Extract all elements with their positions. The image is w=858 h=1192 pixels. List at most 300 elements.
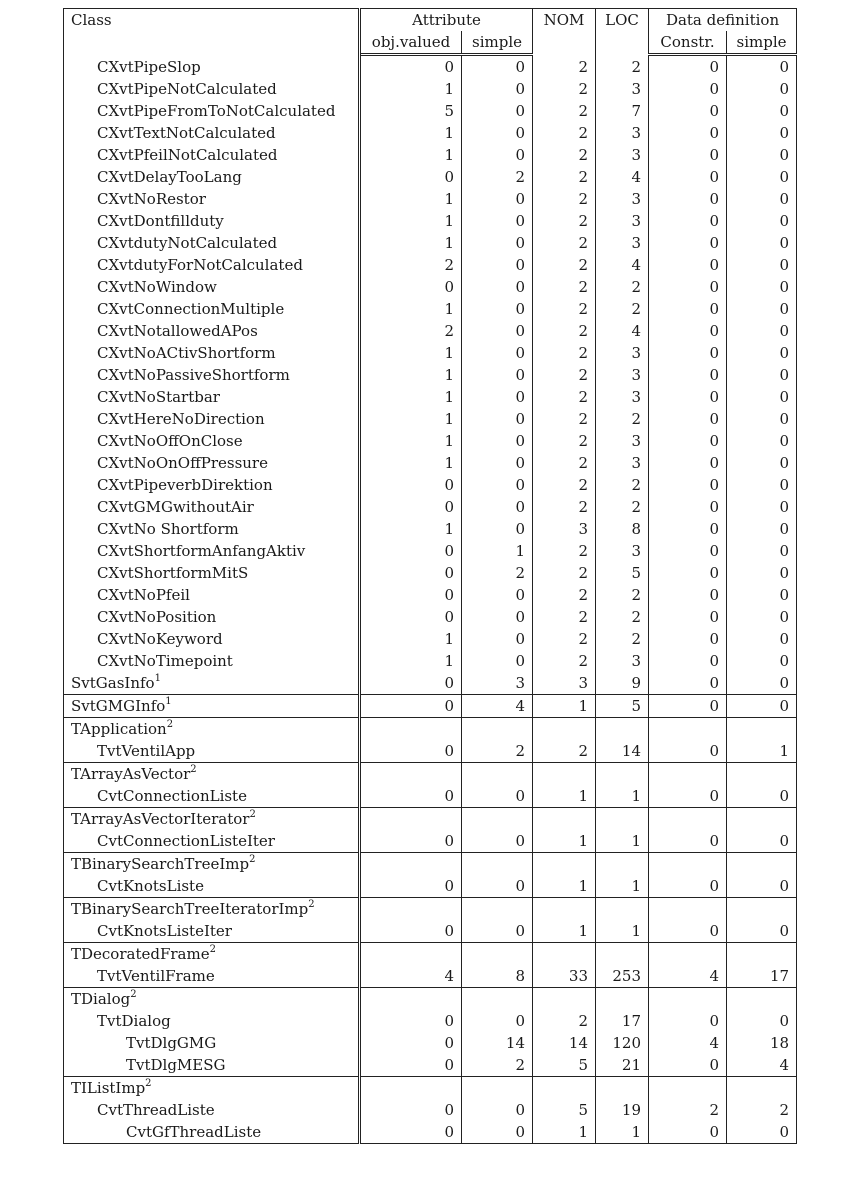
table-row [64,853,797,876]
loc-cell: 9 [596,672,649,695]
def-simple-cell: 0 [727,188,797,210]
class-name: CXvtGMGwithoutAir [97,498,254,516]
table-row [64,540,797,562]
def-simple-cell: 0 [727,144,797,166]
nom-cell: 2 [533,342,596,364]
table-row [64,695,797,718]
class-name-cell [64,55,360,79]
table-row [64,254,797,276]
nom-cell: 2 [533,540,596,562]
class-name: SvtGasInfo [71,674,155,692]
obj-valued-cell: 0 [360,55,462,79]
constr-cell: 2 [649,1099,727,1121]
constr-cell: 0 [649,78,727,100]
nom-cell [533,763,596,786]
attr-simple-cell: 0 [462,210,533,232]
nom-cell: 2 [533,740,596,763]
def-simple-cell: 0 [727,210,797,232]
nom-cell: 2 [533,408,596,430]
constr-cell: 0 [649,364,727,386]
attr-simple-cell: 0 [462,276,533,298]
obj-valued-cell: 1 [360,628,462,650]
class-name-cell [64,988,360,1011]
def-simple-cell: 4 [727,1054,797,1077]
class-name: TDialog [71,990,131,1008]
constr-cell: 0 [649,298,727,320]
attr-simple-cell: 0 [462,518,533,540]
class-name: TArrayAsVectorIterator [71,810,250,828]
nom-cell: 2 [533,254,596,276]
table-row [64,562,797,584]
constr-cell: 0 [649,628,727,650]
class-name-cell [64,628,360,650]
attr-simple-cell: 2 [462,166,533,188]
class-name-cell [64,452,360,474]
loc-cell: 3 [596,386,649,408]
table-row [64,628,797,650]
table-row [64,584,797,606]
obj-valued-cell: 1 [360,518,462,540]
class-name-cell [64,364,360,386]
attr-simple-cell: 2 [462,562,533,584]
def-simple-cell: 0 [727,342,797,364]
attr-simple-cell: 3 [462,672,533,695]
def-simple-cell: 0 [727,606,797,628]
class-name-cell [64,1032,360,1054]
attr-simple-cell: 0 [462,496,533,518]
nom-cell: 2 [533,232,596,254]
table-row [64,210,797,232]
attr-simple-cell: 2 [462,1054,533,1077]
table-row [64,920,797,943]
attr-simple-cell [462,1077,533,1100]
attr-simple-cell: 0 [462,785,533,808]
table-row [64,898,797,921]
class-name-cell [64,78,360,100]
constr-cell: 0 [649,408,727,430]
attr-simple-cell: 0 [462,920,533,943]
class-name-cell [64,965,360,988]
nom-cell: 5 [533,1054,596,1077]
table-row [64,55,797,79]
loc-cell: 3 [596,650,649,672]
loc-cell: 1 [596,920,649,943]
class-name-cell [64,496,360,518]
table-row [64,518,797,540]
class-name-cell [64,1010,360,1032]
class-name: CXvtNoWindow [97,278,217,296]
constr-cell: 0 [649,496,727,518]
class-name-cell [64,650,360,672]
nom-cell: 2 [533,606,596,628]
class-name-cell [64,1099,360,1121]
attr-simple-cell: 0 [462,122,533,144]
attr-simple-cell: 0 [462,1099,533,1121]
obj-valued-cell: 5 [360,100,462,122]
loc-cell: 3 [596,144,649,166]
constr-cell: 0 [649,232,727,254]
loc-cell: 2 [596,55,649,79]
footnote-marker: 2 [190,764,197,775]
loc-cell: 2 [596,628,649,650]
attr-simple-cell: 0 [462,100,533,122]
constr-cell: 0 [649,1121,727,1144]
obj-valued-cell: 0 [360,166,462,188]
attr-simple-cell: 1 [462,540,533,562]
obj-valued-cell: 1 [360,430,462,452]
attr-simple-cell [462,988,533,1011]
def-simple-cell: 17 [727,965,797,988]
table-row [64,298,797,320]
constr-cell: 4 [649,1032,727,1054]
nom-cell: 2 [533,584,596,606]
table-row [64,144,797,166]
nom-cell: 2 [533,100,596,122]
class-name: TvtVentilFrame [97,967,215,985]
attr-simple-cell: 0 [462,78,533,100]
obj-valued-cell: 1 [360,452,462,474]
class-name-cell [64,830,360,853]
obj-valued-cell: 1 [360,342,462,364]
attr-simple-cell: 0 [462,584,533,606]
table-row [64,740,797,763]
nom-cell: 33 [533,965,596,988]
obj-valued-cell: 0 [360,1099,462,1121]
attr-simple-cell: 8 [462,965,533,988]
obj-valued-cell: 0 [360,540,462,562]
class-name: TIListImp [71,1079,146,1097]
nom-cell [533,718,596,741]
def-simple-cell: 0 [727,232,797,254]
loc-cell: 3 [596,78,649,100]
loc-cell: 2 [596,474,649,496]
constr-cell [649,763,727,786]
attr-simple-cell: 0 [462,474,533,496]
loc-cell: 1 [596,1121,649,1144]
class-name: TvtDlgGMG [126,1034,217,1052]
def-simple-cell: 0 [727,408,797,430]
class-name: CXvtNotallowedAPos [97,322,258,340]
loc-cell: 3 [596,430,649,452]
nom-cell: 2 [533,78,596,100]
obj-valued-cell: 0 [360,830,462,853]
nom-cell: 2 [533,474,596,496]
def-simple-cell: 0 [727,55,797,79]
def-simple-cell [727,853,797,876]
class-name: TvtVentilApp [97,742,196,760]
nom-cell: 2 [533,166,596,188]
constr-cell: 0 [649,386,727,408]
attr-simple-cell: 0 [462,1010,533,1032]
header-class: Class [64,9,360,55]
constr-cell: 4 [649,965,727,988]
def-simple-cell [727,763,797,786]
class-name: TArrayAsVector [71,765,191,783]
footnote-marker: 2 [145,1078,152,1089]
nom-cell: 2 [533,496,596,518]
def-simple-cell: 0 [727,452,797,474]
loc-cell: 21 [596,1054,649,1077]
obj-valued-cell: 1 [360,298,462,320]
attr-simple-cell: 0 [462,232,533,254]
class-name: CXvtdutyNotCalculated [97,234,278,252]
class-name: CXvtShortformAnfangAktiv [97,542,306,560]
class-metrics-table [63,8,797,1144]
def-simple-cell: 0 [727,672,797,695]
class-name: CXvtPipeFromToNotCalculated [97,102,336,120]
constr-cell: 0 [649,518,727,540]
class-name-cell [64,100,360,122]
class-name-cell [64,188,360,210]
table-row [64,875,797,898]
loc-cell: 5 [596,695,649,718]
loc-cell: 1 [596,875,649,898]
def-simple-cell [727,1077,797,1100]
class-name: CXvtConnectionMultiple [97,300,285,318]
nom-cell: 2 [533,650,596,672]
class-name: TBinarySearchTreeIteratorImp [71,900,309,918]
loc-cell: 5 [596,562,649,584]
class-name: CXvtHereNoDirection [97,410,265,428]
class-name-cell [64,718,360,741]
nom-cell: 1 [533,920,596,943]
nom-cell [533,988,596,1011]
obj-valued-cell: 0 [360,672,462,695]
table-row [64,320,797,342]
table-row [64,232,797,254]
attr-simple-cell [462,808,533,831]
table-row [64,1054,797,1077]
constr-cell: 0 [649,320,727,342]
def-simple-cell: 0 [727,474,797,496]
loc-cell [596,943,649,966]
obj-valued-cell [360,943,462,966]
attr-simple-cell: 4 [462,695,533,718]
nom-cell [533,808,596,831]
def-simple-cell: 0 [727,254,797,276]
def-simple-cell: 0 [727,628,797,650]
class-name: TvtDialog [97,1012,171,1030]
table-row [64,1121,797,1144]
constr-cell: 0 [649,540,727,562]
footnote-marker: 2 [308,899,315,910]
nom-cell: 2 [533,628,596,650]
constr-cell: 0 [649,1010,727,1032]
def-simple-cell [727,943,797,966]
class-name: TDecoratedFrame [71,945,210,963]
def-simple-cell [727,718,797,741]
loc-cell: 2 [596,298,649,320]
constr-cell [649,808,727,831]
nom-cell: 1 [533,695,596,718]
loc-cell [596,898,649,921]
table-row [64,718,797,741]
obj-valued-cell [360,808,462,831]
constr-cell: 0 [649,695,727,718]
table-row [64,965,797,988]
class-name-cell [64,254,360,276]
obj-valued-cell: 0 [360,1010,462,1032]
loc-cell: 2 [596,408,649,430]
def-simple-cell: 0 [727,276,797,298]
attr-simple-cell: 0 [462,1121,533,1144]
class-name-cell [64,166,360,188]
table-row [64,474,797,496]
loc-cell: 2 [596,584,649,606]
nom-cell: 2 [533,320,596,342]
attr-simple-cell: 0 [462,144,533,166]
attr-simple-cell: 0 [462,875,533,898]
attr-simple-cell: 0 [462,55,533,79]
class-name: CXvtShortformMitS [97,564,249,582]
def-simple-cell: 18 [727,1032,797,1054]
obj-valued-cell: 1 [360,650,462,672]
nom-cell: 2 [533,562,596,584]
constr-cell: 0 [649,672,727,695]
def-simple-cell: 2 [727,1099,797,1121]
loc-cell: 17 [596,1010,649,1032]
constr-cell: 0 [649,830,727,853]
nom-cell: 1 [533,1121,596,1144]
loc-cell [596,853,649,876]
def-simple-cell: 0 [727,122,797,144]
class-name: CvtConnectionListe [97,787,247,805]
obj-valued-cell [360,718,462,741]
class-name: CvtConnectionListeIter [97,832,275,850]
loc-cell: 19 [596,1099,649,1121]
constr-cell: 0 [649,474,727,496]
class-name: TApplication [71,720,167,738]
obj-valued-cell: 0 [360,875,462,898]
attr-simple-cell [462,943,533,966]
table-row [64,1077,797,1100]
nom-cell [533,853,596,876]
class-name-cell [64,853,360,876]
class-name-cell [64,474,360,496]
attr-simple-cell [462,898,533,921]
def-simple-cell [727,808,797,831]
loc-cell: 3 [596,342,649,364]
obj-valued-cell: 1 [360,386,462,408]
obj-valued-cell: 0 [360,1032,462,1054]
def-simple-cell: 0 [727,78,797,100]
nom-cell: 2 [533,144,596,166]
constr-cell [649,853,727,876]
def-simple-cell: 1 [727,740,797,763]
footnote-marker: 1 [165,696,172,707]
attr-simple-cell: 0 [462,830,533,853]
def-simple-cell: 0 [727,562,797,584]
class-name-cell [64,920,360,943]
obj-valued-cell: 0 [360,1121,462,1144]
attr-simple-cell: 0 [462,430,533,452]
def-simple-cell [727,988,797,1011]
loc-cell: 2 [596,496,649,518]
class-name: CXvtNoPassiveShortform [97,366,290,384]
nom-cell [533,1077,596,1100]
loc-cell [596,763,649,786]
def-simple-cell: 0 [727,496,797,518]
class-name-cell [64,808,360,831]
attr-simple-cell: 0 [462,254,533,276]
class-name-cell [64,740,360,763]
obj-valued-cell: 0 [360,474,462,496]
attr-simple-cell: 0 [462,364,533,386]
class-name: CXvtNoStartbar [97,388,220,406]
class-name: CXvtNoOffOnClose [97,432,243,450]
class-name: TBinarySearchTreeImp [71,855,250,873]
constr-cell: 0 [649,452,727,474]
nom-cell: 3 [533,518,596,540]
header-data-definition: Data definition [649,9,797,32]
nom-cell [533,943,596,966]
constr-cell [649,988,727,1011]
table-row [64,943,797,966]
table-row [64,342,797,364]
obj-valued-cell: 0 [360,695,462,718]
attr-simple-cell: 0 [462,188,533,210]
table-row [64,1099,797,1121]
class-name-cell [64,518,360,540]
header-nom: NOM [533,9,596,55]
class-name-cell [64,695,360,718]
nom-cell: 2 [533,55,596,79]
constr-cell [649,1077,727,1100]
class-name: CXvtPfeilNotCalculated [97,146,278,164]
table-body [64,55,797,1144]
class-name: CXvtNoRestor [97,190,206,208]
class-name: SvtGMGInfo [71,697,166,715]
nom-cell: 2 [533,364,596,386]
loc-cell [596,988,649,1011]
def-simple-cell [727,898,797,921]
constr-cell: 0 [649,430,727,452]
obj-valued-cell: 0 [360,584,462,606]
obj-valued-cell: 0 [360,920,462,943]
def-simple-cell: 0 [727,695,797,718]
table-row [64,276,797,298]
constr-cell [649,943,727,966]
def-simple-cell: 0 [727,920,797,943]
nom-cell: 2 [533,1010,596,1032]
attr-simple-cell: 0 [462,408,533,430]
constr-cell: 0 [649,276,727,298]
loc-cell: 2 [596,606,649,628]
header-attr-simple: simple [462,31,533,55]
obj-valued-cell: 1 [360,188,462,210]
header-obj-valued: obj.valued [360,31,462,55]
footnote-marker: 2 [249,809,256,820]
nom-cell: 1 [533,830,596,853]
def-simple-cell: 0 [727,540,797,562]
class-name: CXvtTextNotCalculated [97,124,276,142]
obj-valued-cell [360,763,462,786]
class-name-cell [64,672,360,695]
obj-valued-cell: 1 [360,232,462,254]
loc-cell: 3 [596,540,649,562]
table-row [64,408,797,430]
loc-cell: 4 [596,254,649,276]
loc-cell: 3 [596,364,649,386]
table-row [64,785,797,808]
nom-cell: 2 [533,188,596,210]
constr-cell: 0 [649,584,727,606]
obj-valued-cell: 2 [360,320,462,342]
attr-simple-cell: 0 [462,650,533,672]
def-simple-cell: 0 [727,166,797,188]
constr-cell: 0 [649,100,727,122]
def-simple-cell: 0 [727,298,797,320]
